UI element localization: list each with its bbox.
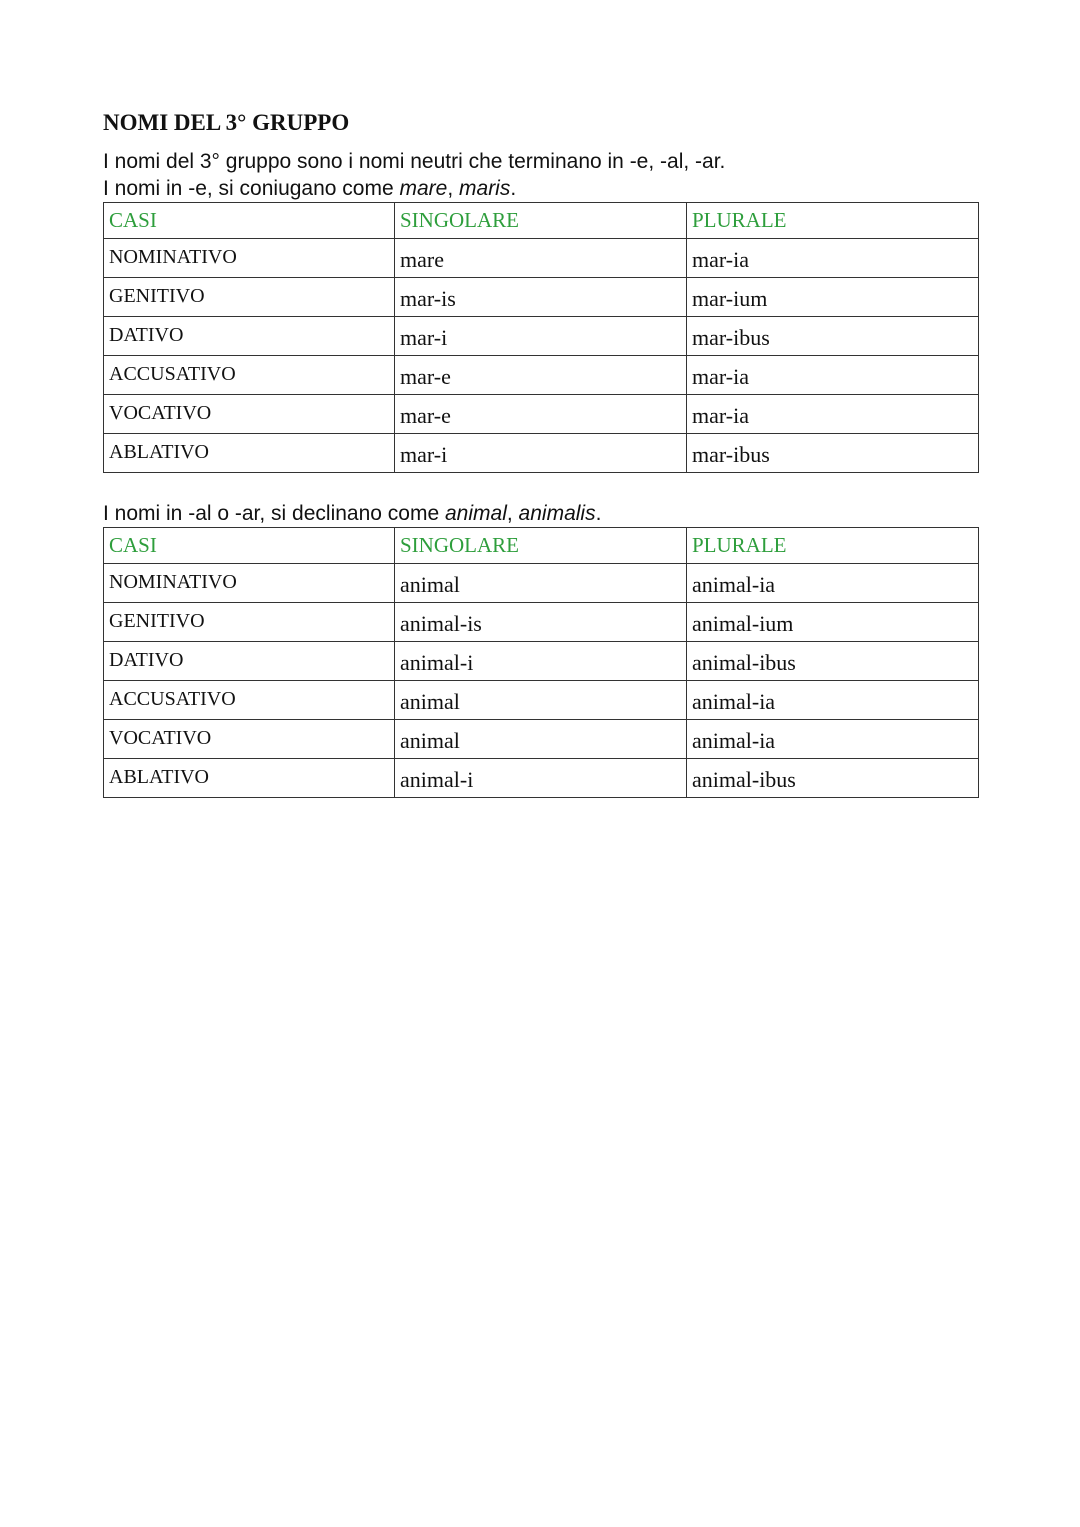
header-singolare: SINGOLARE [395, 528, 687, 564]
singular-form: mar-e [395, 395, 687, 434]
case-name: DATIVO [104, 642, 395, 681]
table-row [104, 278, 979, 317]
header-singolare: SINGOLARE [395, 203, 687, 239]
plural-form: mar-ia [687, 395, 979, 434]
case-name: VOCATIVO [104, 395, 395, 434]
singular-form: mar-i [395, 317, 687, 356]
table-row [104, 564, 979, 603]
plural-form: animal-ia [687, 681, 979, 720]
singular-form: animal-is [395, 603, 687, 642]
singular-form: mar-e [395, 356, 687, 395]
header-plurale: PLURALE [687, 528, 979, 564]
table-row [104, 720, 979, 759]
singular-form: animal-i [395, 759, 687, 798]
case-name: GENITIVO [104, 603, 395, 642]
declension-table-animal [103, 527, 979, 798]
table-row [104, 356, 979, 395]
singular-form: mare [395, 239, 687, 278]
header-plurale: PLURALE [687, 203, 979, 239]
table-row [104, 239, 979, 278]
table-header-row [104, 203, 979, 239]
table-row [104, 434, 979, 473]
plural-form: mar-ia [687, 239, 979, 278]
case-name: ACCUSATIVO [104, 681, 395, 720]
case-name: GENITIVO [104, 278, 395, 317]
intro-line-3: I nomi in -al o -ar, si declinano come animal, animalis. [103, 502, 602, 525]
intro-line-1: I nomi del 3° gruppo sono i nomi neutri che terminano in -e, -al, -ar. [103, 150, 726, 173]
plural-form: mar-ia [687, 356, 979, 395]
singular-form: animal [395, 564, 687, 603]
case-name: VOCATIVO [104, 720, 395, 759]
plural-form: animal-ia [687, 720, 979, 759]
case-name: ABLATIVO [104, 759, 395, 798]
table-row [104, 395, 979, 434]
page-title: NOMI DEL 3° GRUPPO [103, 110, 350, 135]
intro-line-2: I nomi in -e, si coniugano come mare, maris. [103, 177, 517, 200]
header-casi: CASI [104, 203, 395, 239]
case-name: ACCUSATIVO [104, 356, 395, 395]
header-casi: CASI [104, 528, 395, 564]
declension-table-mare [103, 202, 979, 473]
case-name: DATIVO [104, 317, 395, 356]
table-row [104, 759, 979, 798]
singular-form: animal-i [395, 642, 687, 681]
case-name: NOMINATIVO [104, 239, 395, 278]
plural-form: animal-ibus [687, 759, 979, 798]
table-row [104, 681, 979, 720]
singular-form: animal [395, 720, 687, 759]
singular-form: mar-i [395, 434, 687, 473]
plural-form: animal-ium [687, 603, 979, 642]
plural-form: animal-ia [687, 564, 979, 603]
table-row [104, 603, 979, 642]
singular-form: mar-is [395, 278, 687, 317]
table-row [104, 642, 979, 681]
plural-form: animal-ibus [687, 642, 979, 681]
table-row [104, 317, 979, 356]
plural-form: mar-ibus [687, 317, 979, 356]
document-page [103, 108, 978, 798]
singular-form: animal [395, 681, 687, 720]
plural-form: mar-ibus [687, 434, 979, 473]
table-header-row [104, 528, 979, 564]
plural-form: mar-ium [687, 278, 979, 317]
case-name: NOMINATIVO [104, 564, 395, 603]
case-name: ABLATIVO [104, 434, 395, 473]
